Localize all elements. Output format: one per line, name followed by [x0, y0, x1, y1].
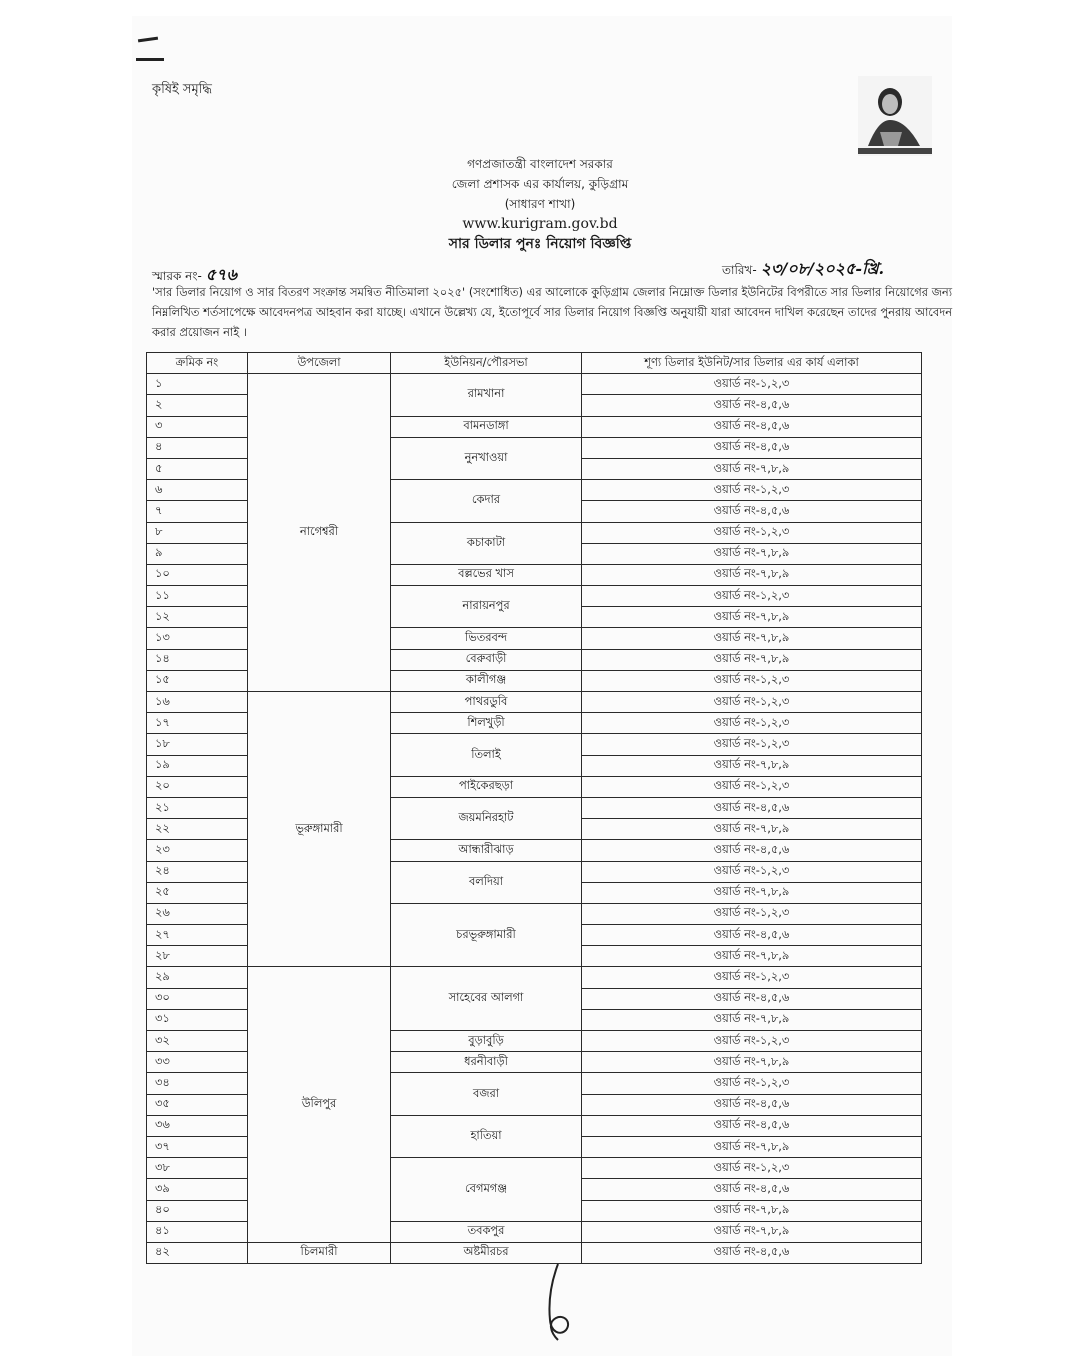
header-upazila: উপজেলা	[248, 353, 391, 374]
ward-cell: ওয়ার্ড নং-৭,৮,৯	[582, 649, 922, 670]
union-cell: কেদার	[391, 480, 582, 522]
union-cell: শিলখুড়ী	[391, 713, 582, 734]
table-header-row	[147, 353, 922, 374]
serial-cell: ৮	[147, 522, 248, 543]
serial-cell: ১০	[147, 564, 248, 585]
ward-cell: ওয়ার্ড নং-৪,৫,৬	[582, 840, 922, 861]
serial-cell: ২৩	[147, 840, 248, 861]
ward-cell: ওয়ার্ড নং-৪,৫,৬	[582, 925, 922, 946]
ward-cell: ওয়ার্ড নং-৪,৫,৬	[582, 416, 922, 437]
ward-cell: ওয়ার্ড নং-১,২,৩	[582, 861, 922, 882]
table-row	[147, 967, 922, 988]
union-cell: অষ্টমীরচর	[391, 1242, 582, 1263]
ward-cell: ওয়ার্ড নং-১,২,৩	[582, 586, 922, 607]
union-cell: সাহেবের আলগা	[391, 967, 582, 1031]
union-cell: বেগমগঞ্জ	[391, 1158, 582, 1222]
header-union: ইউনিয়ন/পৌরসভা	[391, 353, 582, 374]
serial-cell: ২৪	[147, 861, 248, 882]
corner-mark	[136, 58, 164, 61]
union-cell: আন্ধারীঝাড়	[391, 840, 582, 861]
union-cell: নুনখাওয়া	[391, 437, 582, 479]
ward-cell: ওয়ার্ড নং-১,২,৩	[582, 713, 922, 734]
upazila-cell: উলিপুর	[248, 967, 391, 1242]
ward-cell: ওয়ার্ড নং-৭,৮,৯	[582, 607, 922, 628]
serial-cell: ৯	[147, 543, 248, 564]
ward-cell: ওয়ার্ড নং-১,২,৩	[582, 480, 922, 501]
motto: কৃষিই সমৃদ্ধি	[152, 82, 212, 97]
union-cell: কচাকাটা	[391, 522, 582, 564]
ward-cell: ওয়ার্ড নং-৪,৫,৬	[582, 797, 922, 818]
union-cell: বলদিয়া	[391, 861, 582, 903]
ward-cell: ওয়ার্ড নং-৭,৮,৯	[582, 543, 922, 564]
govt-line: গণপ্রজাতন্ত্রী বাংলাদেশ সরকার	[467, 157, 613, 171]
serial-cell: ১৮	[147, 734, 248, 755]
ward-cell: ওয়ার্ড নং-৭,৮,৯	[582, 1221, 922, 1242]
union-cell: তবকপুর	[391, 1221, 582, 1242]
union-cell: পাইকেরছড়া	[391, 776, 582, 797]
ward-cell: ওয়ার্ড নং-৭,৮,৯	[582, 755, 922, 776]
ward-cell: ওয়ার্ড নং-৪,৫,৬	[582, 501, 922, 522]
union-cell: বুড়াবুড়ি	[391, 1031, 582, 1052]
header-serial: ক্রমিক নং	[147, 353, 248, 374]
serial-cell: ৩৯	[147, 1179, 248, 1200]
serial-cell: ৩	[147, 416, 248, 437]
memo-value: ৫৭৬	[205, 265, 237, 284]
serial-cell: ৩২	[147, 1031, 248, 1052]
ward-cell: ওয়ার্ড নং-৭,৮,৯	[582, 882, 922, 903]
ward-cell: ওয়ার্ড নং-১,২,৩	[582, 522, 922, 543]
ward-cell: ওয়ার্ড নং-১,২,৩	[582, 670, 922, 691]
date-value: ২৩/০৮/২০২৫-খ্রি.	[760, 259, 885, 278]
ward-cell: ওয়ার্ড নং-৭,৮,৯	[582, 946, 922, 967]
union-cell: নারায়নপুর	[391, 586, 582, 628]
serial-cell: ৩৭	[147, 1136, 248, 1157]
serial-cell: ৩৫	[147, 1094, 248, 1115]
serial-cell: ১৯	[147, 755, 248, 776]
serial-cell: ১৬	[147, 692, 248, 713]
notice-title: সার ডিলার পুনঃ নিয়োগ বিজ্ঞপ্তি	[448, 236, 632, 252]
dealer-table	[146, 352, 922, 1264]
date-label: তারিখ-	[722, 263, 757, 277]
union-cell: হাতিয়া	[391, 1115, 582, 1157]
serial-cell: ৩৪	[147, 1073, 248, 1094]
serial-cell: ১৭	[147, 713, 248, 734]
ward-cell: ওয়ার্ড নং-৭,৮,৯	[582, 564, 922, 585]
serial-cell: ২৭	[147, 925, 248, 946]
upazila-cell: নাগেশ্বরী	[248, 374, 391, 692]
ward-cell: ওয়ার্ড নং-১,২,৩	[582, 1073, 922, 1094]
ward-cell: ওয়ার্ড নং-১,২,৩	[582, 1031, 922, 1052]
serial-cell: ৪১	[147, 1221, 248, 1242]
notice-paragraph: 'সার ডিলার নিয়োগ ও সার বিতরণ সংক্রান্ত সমন্বিত নীতিমালা ২০২৫' (সংশোধিত) এর আলোকে কুড়িগ্রাম জেলার নিম্নোক্ত ডিলার ইউনিটের বিপরীতে সার ডিলার নিয়োগের জন্য নিম্নলিখিত শর্তসাপেক্ষে আবেদনপত্র আহবান করা যাচ্ছে। এখানে উল্লেখ্য যে, ইতোপূর্বে সার ডিলার নিয়োগ বিজ্ঞপ্তি অনুযায়ী যারা আবেদন দাখিল করেছেন তাদের পুনরায় আবেদন করার প্রয়োজন নাই ।	[152, 285, 952, 339]
serial-cell: ২৯	[147, 967, 248, 988]
ward-cell: ওয়ার্ড নং-১,২,৩	[582, 692, 922, 713]
serial-cell: ৩১	[147, 1009, 248, 1030]
ward-cell: ওয়ার্ড নং-১,২,৩	[582, 734, 922, 755]
ward-cell: ওয়ার্ড নং-৭,৮,৯	[582, 1136, 922, 1157]
ward-cell: ওয়ার্ড নং-৭,৮,৯	[582, 1052, 922, 1073]
serial-cell: ২১	[147, 797, 248, 818]
ward-cell: ওয়ার্ড নং-৪,৫,৬	[582, 437, 922, 458]
serial-cell: ৩০	[147, 988, 248, 1009]
table-row	[147, 692, 922, 713]
serial-cell: ৬	[147, 480, 248, 501]
ward-cell: ওয়ার্ড নং-৪,৫,৬	[582, 1179, 922, 1200]
ward-cell: ওয়ার্ড নং-৭,৮,৯	[582, 458, 922, 479]
ward-cell: ওয়ার্ড নং-১,২,৩	[582, 374, 922, 395]
union-cell: বল্লভের খাস	[391, 564, 582, 585]
ward-cell: ওয়ার্ড নং-৪,৫,৬	[582, 395, 922, 416]
serial-cell: ১১	[147, 586, 248, 607]
serial-cell: ১২	[147, 607, 248, 628]
table-row	[147, 374, 922, 395]
serial-cell: ৭	[147, 501, 248, 522]
serial-cell: ২৫	[147, 882, 248, 903]
union-cell: তিলাই	[391, 734, 582, 776]
union-cell: ভিতরবন্দ	[391, 628, 582, 649]
ward-cell: ওয়ার্ড নং-৪,৫,৬	[582, 1094, 922, 1115]
union-cell: বেরুবাড়ী	[391, 649, 582, 670]
signature	[530, 1260, 590, 1350]
header-ward: শূণ্য ডিলার ইউনিট/সার ডিলার এর কার্য এলাকা	[582, 353, 922, 374]
serial-cell: ৫	[147, 458, 248, 479]
serial-cell: ১৩	[147, 628, 248, 649]
ward-cell: ওয়ার্ড নং-১,২,৩	[582, 1158, 922, 1179]
serial-cell: ২৮	[147, 946, 248, 967]
serial-cell: ৩৮	[147, 1158, 248, 1179]
serial-cell: ৩৩	[147, 1052, 248, 1073]
union-cell: কালীগঞ্জ	[391, 670, 582, 691]
serial-cell: ১৪	[147, 649, 248, 670]
union-cell: বামনডাঙ্গা	[391, 416, 582, 437]
ward-cell: ওয়ার্ড নং-৭,৮,৯	[582, 819, 922, 840]
memo-label: স্মারক নং-	[152, 269, 202, 283]
serial-cell: ২	[147, 395, 248, 416]
serial-cell: ২০	[147, 776, 248, 797]
notice-date	[722, 256, 884, 283]
ward-cell: ওয়ার্ড নং-৪,৫,৬	[582, 988, 922, 1009]
union-cell: জয়মনিরহাট	[391, 797, 582, 839]
ward-cell: ওয়ার্ড নং-১,২,৩	[582, 776, 922, 797]
serial-cell: ৩৬	[147, 1115, 248, 1136]
ward-cell: ওয়ার্ড নং-৭,৮,৯	[582, 1009, 922, 1030]
ward-cell: ওয়ার্ড নং-১,২,৩	[582, 967, 922, 988]
serial-cell: ২৬	[147, 903, 248, 924]
website-line: www.kurigram.gov.bd	[462, 216, 618, 232]
ward-cell: ওয়ার্ড নং-১,২,৩	[582, 903, 922, 924]
serial-cell: ১	[147, 374, 248, 395]
serial-cell: ১৫	[147, 670, 248, 691]
ward-cell: ওয়ার্ড নং-৪,৫,৬	[582, 1242, 922, 1263]
union-cell: চরভূরুঙ্গামারী	[391, 903, 582, 967]
union-cell: পাথরডুবি	[391, 692, 582, 713]
ward-cell: ওয়ার্ড নং-৪,৫,৬	[582, 1115, 922, 1136]
union-cell: বজরা	[391, 1073, 582, 1115]
upazila-cell: ভূরুঙ্গামারী	[248, 692, 391, 967]
serial-cell: ৪২	[147, 1242, 248, 1263]
union-cell: রামখানা	[391, 374, 582, 416]
union-cell: ধরনীবাড়ী	[391, 1052, 582, 1073]
office-line: জেলা প্রশাসক এর কার্যালয়, কুড়িগ্রাম	[451, 177, 629, 191]
portrait-emblem	[858, 76, 932, 156]
serial-cell: ২২	[147, 819, 248, 840]
branch-line: (সাধারণ শাখা)	[504, 197, 576, 211]
serial-cell: ৪	[147, 437, 248, 458]
ward-cell: ওয়ার্ড নং-৭,৮,৯	[582, 1200, 922, 1221]
ward-cell: ওয়ার্ড নং-৭,৮,৯	[582, 628, 922, 649]
serial-cell: ৪০	[147, 1200, 248, 1221]
upazila-cell: চিলমারী	[248, 1242, 391, 1263]
